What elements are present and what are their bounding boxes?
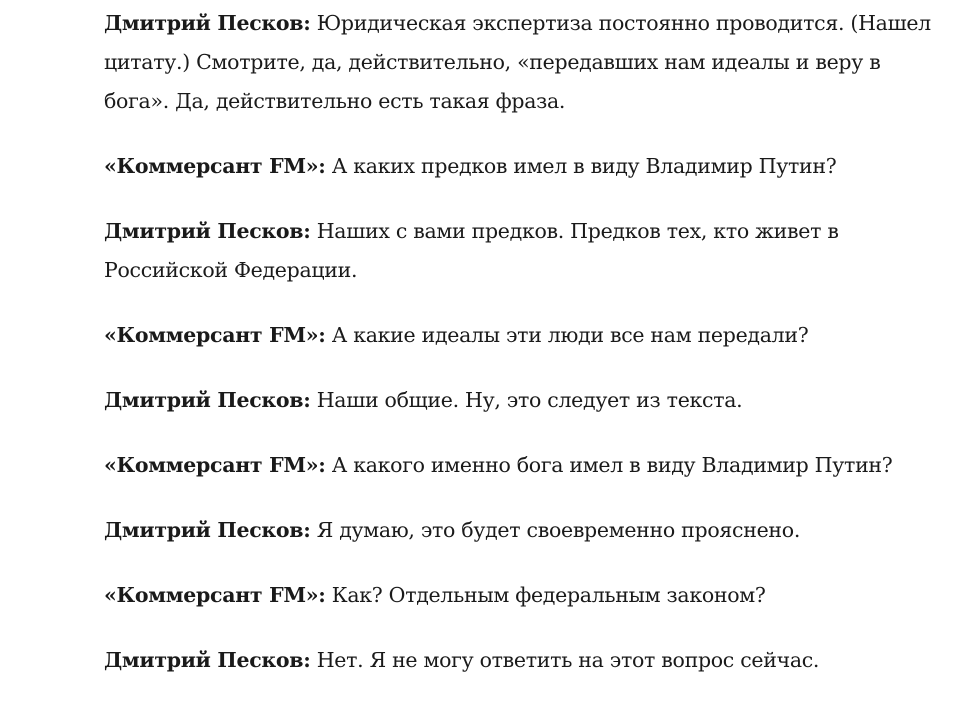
paragraph (104, 4, 946, 121)
speaker-name: Дмитрий Песков: (104, 219, 311, 243)
paragraph-text: Юридическая экспертиза постоянно проводится. (Нашел цитату.) Смотрите, да, действительно, «передавших нам идеалы и веру в бога». Да, действительно есть такая фраза. (104, 11, 931, 113)
paragraph (104, 641, 949, 680)
speaker-name: «Коммерсант FM»: (104, 154, 326, 178)
paragraph-text: А какого именно бога имел в виду Владимир Путин? (325, 453, 893, 477)
speaker-name: Дмитрий Песков: (104, 388, 311, 412)
paragraph-text: Нет. Я не могу ответить на этот вопрос сейчас. (310, 648, 820, 672)
speaker-name: Дмитрий Песков: (104, 11, 311, 35)
paragraph (104, 212, 894, 290)
paragraph-text: Как? Отдельным федеральным законом? (325, 583, 766, 607)
paragraph-text: Я думаю, это будет своевременно прояснено. (310, 518, 801, 542)
paragraph (104, 576, 949, 615)
speaker-name: «Коммерсант FM»: (104, 323, 326, 347)
speaker-name: Дмитрий Песков: (104, 648, 311, 672)
paragraph-text: Наших с вами предков. Предков тех, кто живет в Российской Федерации. (104, 219, 839, 282)
paragraph (104, 446, 894, 485)
interview-transcript (104, 4, 949, 706)
paragraph (104, 316, 949, 355)
paragraph-text: А каких предков имел в виду Владимир Путин? (325, 154, 837, 178)
paragraph-text: Наши общие. Ну, это следует из текста. (310, 388, 743, 412)
speaker-name: Дмитрий Песков: (104, 518, 311, 542)
speaker-name: «Коммерсант FM»: (104, 583, 326, 607)
paragraph (104, 511, 949, 550)
paragraph (104, 147, 949, 186)
speaker-name: «Коммерсант FM»: (104, 453, 326, 477)
paragraph (104, 381, 949, 420)
paragraph-text: А какие идеалы эти люди все нам передали? (325, 323, 809, 347)
